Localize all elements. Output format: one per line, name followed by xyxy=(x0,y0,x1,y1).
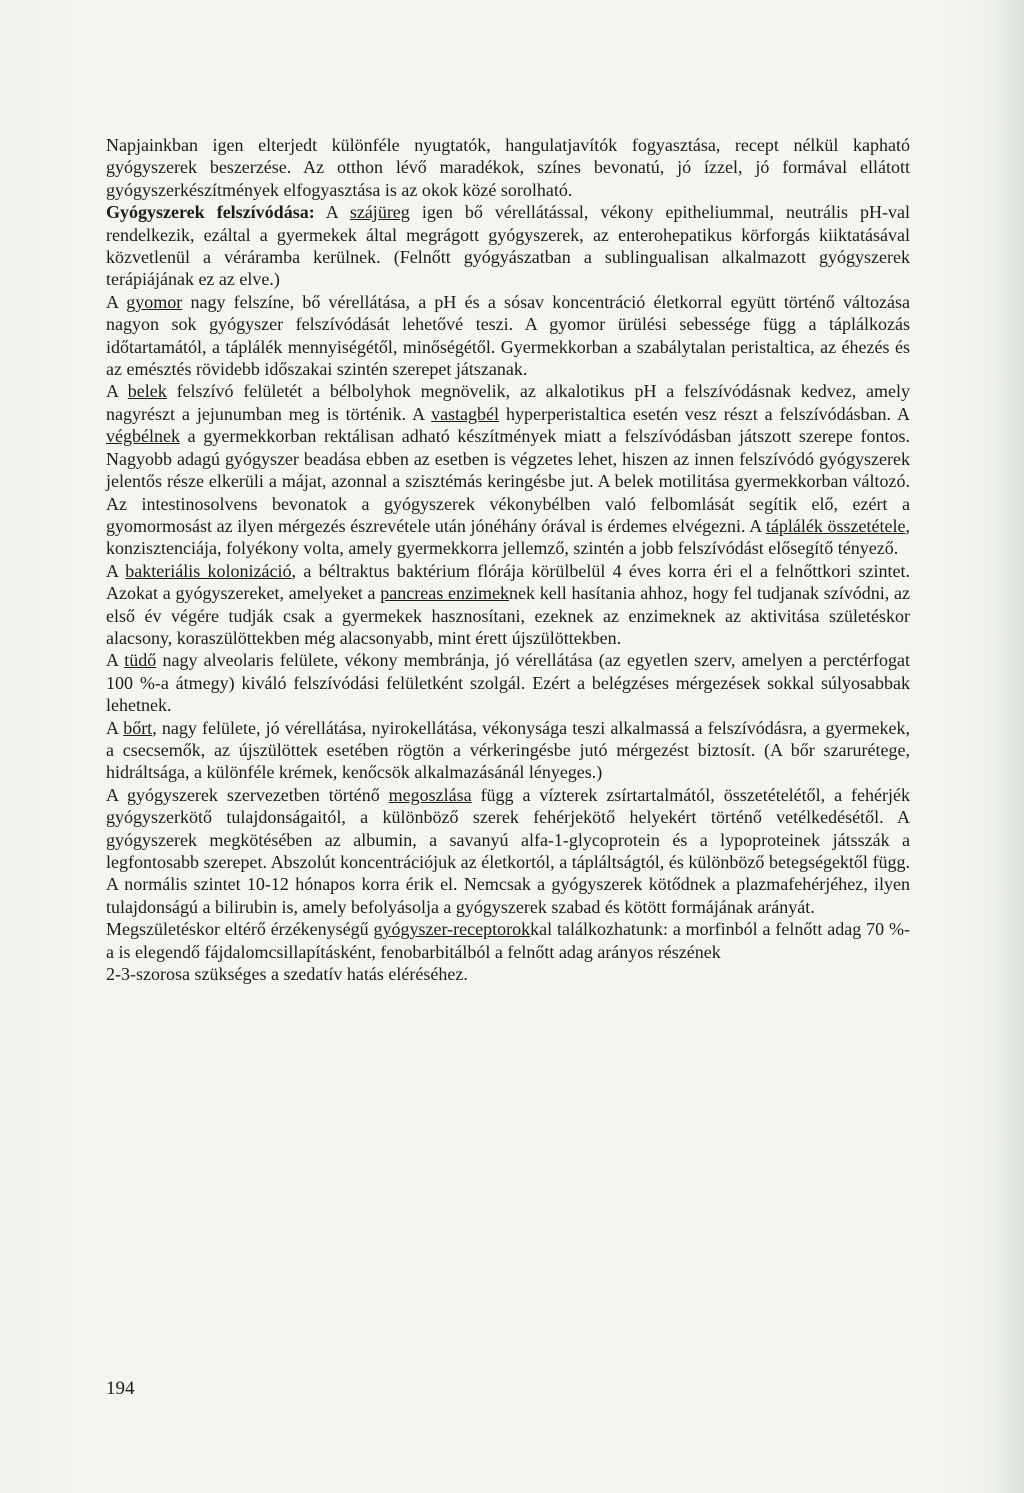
underlined-term: belek xyxy=(127,381,167,402)
paragraph-9 xyxy=(106,918,910,963)
text-run: nagy alveolaris felülete, vékony membránja, jó vérellátása (az egyetlen szerv, amelyen a perctérfogat 100 %-a átmegy) kiváló felszívódási felületként szolgál. Ezért a belégzéses mérgezések sokkal súlyosabbak lehetnek. xyxy=(106,650,910,716)
text-run: igen bő vérellátással, vékony epitheliummal, neutrális pH-val rendelkezik, ezáltal a gyermekek által megrágott gyógyszerek, az enterohepatikus körforgás kiiktatásával közvetlenül a véráramba kerülnek. (Felnőtt gyógyászatban a sublingualisan alkalmazott gyógyszerek terápiájának ez az elve.) xyxy=(106,202,911,290)
text-run: kal találkozhatunk: a morfinból a felnőtt adag 70 %-a is elegendő fájdalomcsillapításként, fenobarbitálból a felnőtt adag arányos részének xyxy=(106,919,911,962)
text-run: , a béltraktus baktérium flórája körülbelül 4 éves korra éri el a felnőttkori szintet. Azokat a gyógyszereket, amelyeket a xyxy=(106,560,910,604)
underlined-term: bakteriális kolonizáció xyxy=(125,560,292,581)
text-run: a gyermekkorban rektálisan adható készítmények miatt a felszívódásban játszott szerepe fontos. Nagyobb adagú gyógyszer beadása ebben az esetben is végzetes lehet, hiszen az innen felszívódó gyógyszerek jelentős része elkerüli a májat, azonnal a szisztémás keringésbe jut. A belek motilitása gyermekkorban változó. Az intestinosolvens bevonatok a gyógyszerek vékonybélben való felbomlását segítik elő, ezért a gyomormosást az ilyen mérgezés észrevétele után jónéhány órával is érdemes elvégezni. A xyxy=(106,426,910,536)
underlined-term: megoszlása xyxy=(388,784,472,805)
underlined-term: tüdő xyxy=(124,650,157,671)
text-run: A xyxy=(106,291,127,312)
text-run: Napjainkban igen elterjedt különféle nyugtatók, hangulatjavítók fogyasztása, recept nélkül kapható gyógyszerek beszerzése. Az otthon lévő maradékok, színes bevonatú, jó ízzel, jó formával ellátott gyógyszerkészítmények elfogyasztása is az okok közé sorolható. xyxy=(106,135,910,200)
text-run: A gyógyszerek szervezetben történő xyxy=(106,784,389,805)
text-run: A xyxy=(106,560,126,581)
body-text xyxy=(106,134,910,985)
underlined-term: gyomor xyxy=(126,291,183,312)
paragraph-6 xyxy=(106,649,910,716)
underlined-term: szájüreg xyxy=(349,202,410,223)
text-run: A xyxy=(106,650,125,671)
text-run: , konzisztenciája, folyékony volta, amely gyermekkorra jellemző, szintén a jobb felszívódást elősegítő tényező. xyxy=(106,515,910,559)
text-run: A xyxy=(106,717,124,738)
underlined-term: gyógyszer-receptorok xyxy=(373,919,531,940)
paragraph-1 xyxy=(106,134,910,201)
text-run: felszívó felületét a bélbolyhok megnövelik, az alkalotikus pH a felszívódásnak kedvez, amely nagyrészt a jejunumban meg is történik. A xyxy=(106,381,910,424)
paragraph-10 xyxy=(106,963,910,985)
text-run: , nagy felülete, jó vérellátása, nyirokellátása, vékonysága teszi alkalmassá a felszívódásra, a gyermekek, a csecsemők, az újszülöttek esetében rögtön a vérkeringésbe jutó mérgezést biztosít. (A bőr szarurétege, hidráltsága, a különféle krémek, kenőcsök alkalmazásánál lényeges.) xyxy=(106,717,910,783)
section-heading: Gyógyszerek felszívódása: xyxy=(106,202,315,223)
paragraph-8 xyxy=(106,784,910,918)
paragraph-3 xyxy=(106,291,910,381)
underlined-term: pancreas enzimek xyxy=(380,583,509,604)
underlined-term: vastagbél xyxy=(431,403,500,424)
text-run: A xyxy=(106,381,128,402)
text-run: nek kell hasítania ahhoz, hogy fel tudjanak szívódni, az első év végére tudják csak a gyermekek hasznosítani, ezeknek az enzimeknek az aktivitása születéskor alacsony, koraszülöttekben még alacsonyabb, mint érett újszülöttekben. xyxy=(106,583,911,648)
text-run: A xyxy=(314,202,350,223)
text-run: hyperperistaltica esetén vesz részt a felszívódásban. A xyxy=(499,403,911,424)
paragraph-7 xyxy=(106,717,910,784)
underlined-term: bőrt xyxy=(123,717,153,738)
paragraph-5 xyxy=(106,560,910,650)
page-number: 194 xyxy=(106,1378,135,1399)
text-run: függ a vízterek zsírtartalmától, összetételétől, a fehérjék gyógyszerkötő tulajdonságaitól, a különböző szerek fehérjekötő helyekért történő vetélkedésétől. A gyógyszerek megkötésében az albumin, a savanyú alfa-1-glycoprotein és a lypoproteinek játsszák a legfontosabb szerepet. Abszolút koncentrációjuk az életkortól, a tápláltságtól, és különböző betegségektől függ. A normális szintet 10-12 hónapos korra érik el. Nemcsak a gyógyszerek kötődnek a plazmafehérjéhez, ilyen tulajdonságú a bilirubin is, amely befolyásolja a gyógyszerek szabad és kötött formájának arányát. xyxy=(106,784,910,917)
text-run: 2-3-szorosa szükséges a szedatív hatás eléréséhez. xyxy=(106,964,468,985)
paragraph-2 xyxy=(106,201,910,291)
text-run: nagy felszíne, bő vérellátása, a pH és a sósav koncentráció életkorral együtt történő változása nagyon sok gyógyszer felszívódását lehetővé teszi. A gyomor ürülési sebessége függ a táplálkozás időtartamától, a táplálék mennyiségétől, minőségétől. Gyermekkorban a szabálytalan peristaltica, az éhezés és az emésztés rövidebb időszakai szintén szerepet játszanak. xyxy=(106,291,910,380)
text-run: Megszületéskor eltérő érzékenységű xyxy=(106,919,374,940)
underlined-term: táplálék összetétele xyxy=(765,515,906,536)
underlined-term: végbélnek xyxy=(106,426,180,447)
paragraph-4 xyxy=(106,380,910,559)
page-edge-shadow xyxy=(996,0,1024,1493)
